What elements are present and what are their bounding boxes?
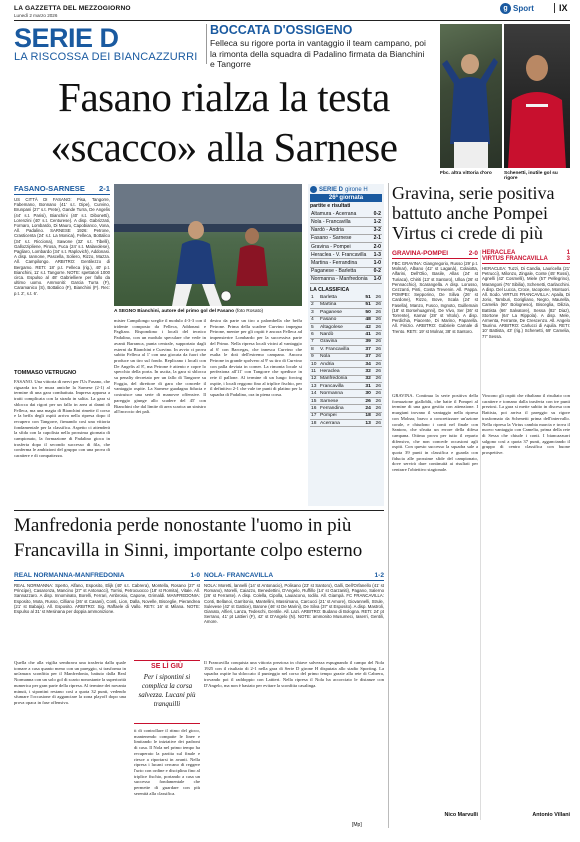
result-row xyxy=(310,251,382,259)
second-article-col3: Il Francavilla conquista una vittoria preziosa in chiave salvezza espugnando il campo del Nola 1925 con il risultato di 2-1 nella gara di Serie D girone H disputata allo stadio Sporting. La squadra ospite ha sbloccato il punteggio nel corso del primo tempo grazie alla rete di Cabrera, trovando poi il raddoppio con Lattieri. Nella ripresa il Nola ha accorciato le distanze con D'Angelo, ma non è bastato per evitare la sconfitta casalinga. xyxy=(204,660,384,688)
page-number: IX xyxy=(554,3,568,13)
standings-played: 26 xyxy=(372,412,382,419)
result-match: Martina - Ferrandina xyxy=(310,259,372,267)
result-match: Normanna - Manfredonia xyxy=(310,275,372,283)
standings-pos: 6 xyxy=(310,331,319,338)
standings-pos: 1 xyxy=(310,294,319,301)
match-box-nola xyxy=(204,572,384,651)
player-silhouette-icon xyxy=(440,24,502,168)
gravina-match-score: 2-0 xyxy=(468,250,478,257)
standings-pos: 9 xyxy=(310,353,319,360)
caption-text: A SEGNO Bianchini, autore del primo gol del Fasano xyxy=(114,309,235,314)
standings-row xyxy=(310,353,382,360)
result-match: Gravina - Pompei xyxy=(310,242,372,250)
gravina-headline-line2: battuto anche Pompei xyxy=(392,203,548,223)
result-row xyxy=(310,267,382,275)
standings-team: Francavilla xyxy=(319,383,362,390)
result-match: Nola - Francavilla xyxy=(310,218,372,226)
standings-team: Nardò xyxy=(319,331,362,338)
gravina-author: Nico Marvulli xyxy=(444,812,478,818)
standings-points: 37 xyxy=(362,353,372,360)
virtus-score: 3 xyxy=(566,256,570,262)
gravina-article: GRAVINA. Continua la serie positiva della formazione gialloblù, che batte il Pompei al termine di una gara gestita con attenzione. I murgiani trovano il vantaggio nella ripresa con Molnar, bravo a concretizzare un'azione corale, e chiudono i conti nel finale con Santoro, che sfrutta un errore della difesa campana. Ottima prova per tutto il reparto difensivo, che non concede occasioni agli ospiti. Con questo successo la squadra sale a quota 39 punti in classifica e guarda con fiducia alle prossime sfide del campionato, dove servirà dare continuità ai risultati per centrare l'obiettivo stagionale. xyxy=(392,393,478,473)
standings-team: Paganese xyxy=(319,309,362,316)
result-row xyxy=(310,218,382,226)
standings-points: 32 xyxy=(362,368,372,375)
quote-box-title: SE LÌ GIÙ xyxy=(151,663,183,670)
standings-team: Heraclea xyxy=(319,368,362,375)
league-tagline: LA RISCOSSA DEI BIANCAZZURRI xyxy=(14,51,198,63)
main-headline-line1: Fasano rialza la testa xyxy=(58,74,390,120)
standings-row xyxy=(310,368,382,375)
standings-row xyxy=(310,331,382,338)
standings-points: 37 xyxy=(362,346,372,353)
standings-team: Altagolese xyxy=(319,323,362,330)
standings-points: 31 xyxy=(362,383,372,390)
match-box-normanna xyxy=(14,572,200,651)
standings-row xyxy=(310,309,382,316)
match-box-gravina xyxy=(392,250,478,397)
match-title: FASANO-SARNESE xyxy=(14,184,85,193)
gravina-match-title: GRAVINA-POMPEI xyxy=(392,250,448,257)
standings-row xyxy=(310,412,382,419)
result-row xyxy=(310,210,382,218)
virtus-title: VIRTUS FRANCAVILLA xyxy=(482,256,548,262)
gazzetta-logo-icon: g xyxy=(500,3,511,14)
standings-played: 26 xyxy=(372,360,382,367)
trophy-icon xyxy=(310,186,317,193)
story-label: BOCCATA D'OSSIGENO xyxy=(210,23,353,37)
standings-pos: 16 xyxy=(310,405,319,412)
second-article-col2: ti di controllare il ritmo del gioco, mantenendo compatte le linee e limitando le iniziative dei padroni di casa. Il Nola nel primo tempo ha recuperato la partita sul finale e riesce a riportarsi in avanti. Nella ripresa i lucani cercano di reggere l'urto con ordine e disciplina fino al triplice fischio, portando a casa un successo fondamentale che permette di guardare con più serenità alla classifica. xyxy=(134,728,200,796)
standings-row xyxy=(310,420,382,427)
standings-team: Acerrana xyxy=(319,420,362,427)
section-logo[interactable] xyxy=(500,3,534,14)
standings-played: 26 xyxy=(372,323,382,330)
second-article-col1: Quella che alla vigilia sembrava una trasferta dalla quale tornare a casa quanto meno con un pareggio, si trasforma in un'amara sconfitta per il Manfredonia, battuto dalla Real Normanna con un solo gol di scarto nonostante la superiorità numerica per gran parte della ripresa. Al termine dei novanta minuti, i sipontini restano così a quota 32 punti, vedendo sfumare l'occasione di agganciare la zona playoff dopo una prova opaca in fase offensiva. xyxy=(14,660,126,705)
result-score: 2-1 xyxy=(373,235,381,242)
standings-heading: LA CLASSIFICA xyxy=(310,286,350,293)
standings-pos: 12 xyxy=(310,375,319,382)
story-summary: Felleca su rigore porta in vantaggio il team campano, poi la rimonta della squadra di Padalino firmata da Bianchini e Tangorre xyxy=(210,38,426,70)
standings-team: Manfredonia xyxy=(319,375,362,382)
section-label: Sport xyxy=(513,4,534,13)
standings-pos: 3 xyxy=(310,309,319,316)
issue-date: Lunedì 2 marzo 2026 xyxy=(14,13,58,18)
result-row xyxy=(310,259,382,267)
standings-points: 39 xyxy=(362,338,372,345)
standings-points: 24 xyxy=(362,405,372,412)
main-headline-line2: «scacco» alla Sarnese xyxy=(50,124,398,170)
standings-played: 26 xyxy=(372,353,382,360)
standings-played: 26 xyxy=(372,316,382,323)
standings-pos: 17 xyxy=(310,412,319,419)
article-column-2: mister Campilongo sceglie il modulo 4-3-3 con il tridente composto da Felleca, Addonasi e Pagliaro. Rispondono i locali del tecnico Padalino, con un modulo speculare che vede in avanti Barranca, punta centrale, supportato dagli esterni da Bianchini e Curvino. In avvio ci prova subito Felleca al 1' con una giocata da fuori che produce un tiro sul fondo. Replicano i locali con De Angelis al 8', ma Petrone è attento e copre lo specchio della porta. In uscita, la gara si sblocca su penalty decretato per un fallo di Tangorre su Foggia, del direttore di gara che concede il vantaggio ospite. La Sarnese guadagna fiducia e costruisce una serie di manovre offensive. Il pareggio giunge allo scadere del 45' con Bianchini che dal limite di area scarica un sinistro all'incrocio dei pali. xyxy=(114,318,206,415)
standings-table xyxy=(310,294,382,428)
standings-row xyxy=(310,323,382,330)
result-score: 1-0 xyxy=(373,276,381,283)
nola-score: 1-2 xyxy=(374,572,384,579)
standings-points: 26 xyxy=(362,397,372,404)
gravina-headline-line3: Virtus ci crede di più xyxy=(392,223,543,243)
newspaper-masthead: LA GAZZETTA DEL MEZZOGIORNO xyxy=(14,5,131,12)
standings-points: 13 xyxy=(362,420,372,427)
gravina-lineups: FBC GRAVINA: Giangregorio, Russo (29' p.t. Molnar), Albano (42' st Laganà), Colaiotta, Alfarini, Dell'Olio, Basile, Allas (24' st Turiaca), Chiriti (13' st Santoro), Ulloa (26' st Pennacchio), Scarangella. A disp. Lorusso, Cezzanti, Pinti, Costa Trevenin. All. Pappa. POMPEI: Sepporino, De Siliva (26' st Cardone), Rizzo, Bove, Scala (24' st Fasella), Manzo, Fusco, Ingnoto, Guillemain (18' st Borsehuagmni), De Vivo, Ser (36' st Torrente), Kamar (28' st Vitolo). A disp. Perdichia, Piacente, Di Marino, Paparella. All. Finizio. ARBITRO: Gabriele Carnale di Trento. RETI: 19' st Molnar, 38' st Santoro. xyxy=(392,261,478,334)
standings-points: 18 xyxy=(362,412,372,419)
standings-row xyxy=(310,301,382,308)
standings-team: Sarnese xyxy=(319,397,362,404)
quote-box-text: Per i sipontini si complica la corsa salvezza. Lucani più tranquilli xyxy=(138,673,196,708)
standings-played: 26 xyxy=(372,368,382,375)
result-match: Fasano - Sarnese xyxy=(310,234,372,242)
standings-played: 26 xyxy=(372,397,382,404)
standings-points: 48 xyxy=(362,316,372,323)
results-table xyxy=(310,210,382,284)
standings-team: V. Francavilla xyxy=(319,346,362,353)
standings-row xyxy=(310,383,382,390)
standings-row xyxy=(310,375,382,382)
result-match: Heraclea - V. Francavilla xyxy=(310,251,372,259)
photo-caption-penalty: Schenetti, inutile gol su rigore xyxy=(504,171,558,181)
standings-points: 51 xyxy=(362,301,372,308)
standings-pos: 13 xyxy=(310,383,319,390)
standings-team: Pompei xyxy=(319,412,362,419)
heraclea-title: HERACLEA xyxy=(482,250,516,256)
normanna-score: 1-0 xyxy=(190,572,200,579)
standings-team: Martina xyxy=(319,301,362,308)
caption-credit: (foto Rosato) xyxy=(234,309,264,314)
virtus-article: Vincono gli ospiti che ribaltano il risultato con carattere e tornano dalla trasferta con tre punti preziosi. La gara si mette subito in discesa con Battista, poi arriva il pareggio su rigore trasformato da Schenetti prima dell'intervallo. Nella ripresa la Virtus cambia marcia e trova il nuovo vantaggio con Camelia, prima della rete di Sessa che chiude i conti. I biancazzurri salgono così a quota 37 punti, agganciando il gruppo di centro classifica con buone prospettive. xyxy=(482,393,570,456)
standings-pos: 8 xyxy=(310,346,319,353)
normanna-lineups: REAL NORMANNA: Sperto, Alfano, Esposito, Elijk (40' s.t. Cabrera), Montella, Rosano (27' st Principe), Casaronza, Mancino (27' st Antonacci), Torrisi, Petrocuocco (18' st Romita), Vitale. All. Sannazzaro. A disp. Innominato, Borelli, Ferrari, Ambrosio, Capone, Grimaldi. MANFREDONIA: Esposito, Mota, Russo, Cilliano (26' st Casani), Conti, Lion, Dalla, Novelle, Bisceglie, Pierandrea (21' st Babaja). All. Esposito. ARBITRO: Sig. Raffaele di Vallo. RETI: 16' st Milana. NOTE: Espulso al 31' st Mesinana per doppia ammonizione. xyxy=(14,583,200,615)
standings-points: 34 xyxy=(362,360,372,367)
heraclea-score: 1 xyxy=(566,250,570,256)
standings-points: 50 xyxy=(362,309,372,316)
standings-team: Andria xyxy=(319,360,362,367)
standings-points: 51 xyxy=(362,294,372,301)
match-box-virtus xyxy=(482,250,570,398)
standings-played: 26 xyxy=(372,405,382,412)
standings-pos: 7 xyxy=(310,338,319,345)
standings-row xyxy=(310,346,382,353)
standings-row xyxy=(310,338,382,345)
serie-d-results-panel xyxy=(308,184,384,506)
match-score: 2-1 xyxy=(99,184,110,193)
standings-row xyxy=(310,405,382,412)
standings-played: 26 xyxy=(372,375,382,382)
nola-lineups: NOLA: Moretti, lannelli (14' st Antonacio), Polisano (23' st Santoro), Galli, Dell'Orfanello (41' st Romano), Morelli, Caiazzo, Benedettini, D'Angelo, Ruffillo (14' st Garzaniti), Pagano, Salerno (26' st Ferrante). A disp. Colella, Cipolla, Lauiacono, Iodilo. All. Giampà. FC FRANCAVILLA: Conti, Bellanoi, Garritonio, Mantellini, Massimano, Carcucci (21' st Amore), Giovannelli, Strule, Sulevese (42' st Gattice), Barone (46' st De Marini), De Silva (37' st Esposito). A disp. Mastroli, Gianato, Alfieri, Lanza, Tedeschi, Gentile. All. Lazi. ARBITRO: Budano di Bologna. RETI: 24' pt Serrano, 41' pt Lattieri (F), 42' st D'Angelo (N). NOTE: ammonito Musumeci, Iaserri, Gentili, Amore. xyxy=(204,583,384,625)
standings-points: 32 xyxy=(362,375,372,382)
nola-title: NOLA- FRANCAVILLA xyxy=(204,572,274,579)
standings-row xyxy=(310,316,382,323)
result-score: 1-3 xyxy=(373,251,381,258)
league-title: SERIE D xyxy=(14,23,119,53)
result-match: Paganese - Barletta xyxy=(310,267,372,275)
result-score: 3-2 xyxy=(373,227,381,234)
standings-row xyxy=(310,294,382,301)
standings-team: Barletta xyxy=(319,294,362,301)
standings-points: 42 xyxy=(362,323,372,330)
celebration-photo xyxy=(440,24,502,168)
standings-team: Fasano xyxy=(319,316,362,323)
result-match: Altamura - Acerrana xyxy=(310,210,372,218)
match-action-icon xyxy=(114,184,302,306)
match-lineups: US CITTÀ DI FASANO: Pisa, Tangorre, Fabemano, Bonnano (41' s.t. Dipe), Curvino, Brunpani (27' s.t. Prete), Gande Turra, De Angelis (44' s.t. Parisi), Bianchini (40' s.t. Dibonetti), Lorenzini (40' s.t. Centurese). A disp. Gabrizzati, Fornaro, Lombardo, Di Mauro, Capobianco, Vona, All. Padalino. SARNESE 1926: Petrone, Crasticenta (24' s.t. La Monica), Felleca, Bottalico (34' s.t. Ricciona), Sawone (32' s.t. Tibelli), Gallozzipliene, Pirosa, Fuca (24' s.t. Malavolese), Pagliaro, Lombardo (34' s.t. Raplovich), Addonasi. A disp. Iannone, Pascella, Soliero, Rizzo, Mazza. All. Campilongo. ARBITRO: Gentilezzo di Bergamo. RETI: 18' p.t. Felleca (rig.), 40' p.t. Bianchini, 11' s.t. Tangorre. NOTE: spettatori 1000 circa. Espulso al 48' Gabrielliere per fallo da ultimo uomo. Ammoniti: Garcia Turra (F), Caramanico (S), Bottalico (F), Bianchini (F). Rec: p.t. 2', s.t. 6'. xyxy=(14,197,110,296)
standings-played: 26 xyxy=(372,309,382,316)
article-column-1: FASANO. Una vittoria di nervi per l'Us Fasano, che riguarda tra le mura amiche la Sarnese (2-1) al termine di una gara combattuta. Impresa apparsa a tratti complicata con la strada in salita. La gara si sblocca dai rigori per un fallo in area ai danni di Felleca, ma una magia di Bianchini rimette il corso e la beffa degli ospiti arriva nella ripresa dopo il recupero con Tangorre, firmando così una vittoria fondamentale per la classifica. Aspetto ci attenderà la sfida con la capolista nella prossima giornata di campionato, la formazione di Padalino gioca in trasferta dopo il secondo successo di fila, che conferma le ambizioni del gruppo con una prova di carattere e di compattezza. xyxy=(14,379,110,459)
second-headline-line2: Francavilla in Sinni, importante colpo esterno xyxy=(14,540,363,561)
result-score: 2-0 xyxy=(373,243,381,250)
penalty-photo xyxy=(504,24,570,168)
standings-played: 26 xyxy=(372,294,382,301)
result-row xyxy=(310,275,382,283)
standings-team: Ferrandina xyxy=(319,405,362,412)
standings-points: 30 xyxy=(362,390,372,397)
matchday-banner: 26ª giornata xyxy=(310,194,382,202)
league-group: girone H xyxy=(345,186,368,193)
second-headline-line1: Manfredonia perde nonostante l'uomo in più xyxy=(14,515,352,536)
standings-row xyxy=(310,360,382,367)
article-column-3: destra da parte un tiro a palombella che beffa Petrone. Prima della scadere Curvino impegna Petrone, mentre per gli ospiti è ancora Felleca ad impensierire Lombardo per la successiva parte del Primo. Nella ripresa locali vicini al vantaggio al 6' con Barcegas, che innesca Curvino che esalta le doti dell'estremo campano. Ancora Petrone in grande spolvero al 9' su tiro di Curvino con palla deviata in corner. La rimonta locale si perfeziona all'11' con Tangorre che spedisce in rete il pallone. Al termine di un lungo forcing ospite, i locali reggono fino al triplice fischio, per il definitivo 2-1 che vale tre punti di platino per la squadra di Padalino, ora in piena corsa. xyxy=(210,318,302,398)
result-score: 0-2 xyxy=(373,268,381,275)
standings-pos: 4 xyxy=(310,316,319,323)
gravina-headline-line1: Gravina, serie positiva xyxy=(392,183,555,203)
standings-played: 26 xyxy=(372,420,382,427)
standings-row xyxy=(310,397,382,404)
second-article-credit: [Mp] xyxy=(352,822,362,828)
player-portrait-icon xyxy=(504,24,570,168)
author-name: TOMMASO VETRUGNO xyxy=(14,370,77,376)
league-name: SERIE D xyxy=(319,186,344,193)
standings-pos: 11 xyxy=(310,368,319,375)
virtus-author: Antonio Villani xyxy=(532,812,570,818)
standings-played: 26 xyxy=(372,338,382,345)
standings-played: 26 xyxy=(372,346,382,353)
result-row xyxy=(310,226,382,234)
result-score: 0-2 xyxy=(373,210,381,217)
standings-pos: 18 xyxy=(310,420,319,427)
result-row xyxy=(310,242,382,250)
standings-played: 26 xyxy=(372,331,382,338)
standings-points: 41 xyxy=(362,331,372,338)
quote-box xyxy=(134,660,200,724)
results-heading: partite e risultati xyxy=(310,203,351,209)
standings-played: 26 xyxy=(372,383,382,390)
normanna-title: REAL NORMANNA-MANFREDONIA xyxy=(14,572,125,579)
result-score: 1-0 xyxy=(373,259,381,266)
standings-pos: 2 xyxy=(310,301,319,308)
standings-played: 26 xyxy=(372,301,382,308)
standings-row xyxy=(310,390,382,397)
result-match: Nardò - Andria xyxy=(310,226,372,234)
standings-pos: 14 xyxy=(310,390,319,397)
standings-played: 26 xyxy=(372,390,382,397)
standings-pos: 10 xyxy=(310,360,319,367)
standings-team: Normanna xyxy=(319,390,362,397)
virtus-lineups: HERACLEA: Tuzzi, Di Candia, Lauricella (21' Petrucci), Milonzo, Zingale, Conte (45' Rossi), Agnelli (42' Cosmelli), Miele (57' Pellegrino), Marangoni (76' Sibilia), Schenetti, Garlacchini. A disp. Del Lucca, Croce, Iacopone, Montuori. All. Sodo. VIRTUS FRANCAVILLA: Apaila, Di Jorio, Tamburi, Gorigliano, Negro, Maurella, Camelia (60' Bologneso), Bisceglia, Dilizia, Battista (66' Salvatore), Sessa (82' Diaz), Stortone (64' La Rippola). A disp. Mele, Armenta, Ferrante, De Crescenzo. All. Angelo Taurino. ARBITRO: Carlucci di Aquila. RETI: 10' Battista, 43' (rig.) Schenetti, 69' Camelia, 77' Sessa. xyxy=(482,266,570,339)
main-photo-caption xyxy=(114,309,304,314)
match-box-fasano xyxy=(14,184,110,375)
standings-team: Gravina xyxy=(319,338,362,345)
result-row xyxy=(310,234,382,242)
photo-caption-celebration: Fbc. altra vittoria d'oro xyxy=(440,171,492,176)
standings-pos: 5 xyxy=(310,323,319,330)
gravina-headline xyxy=(392,183,572,243)
standings-team: Nola xyxy=(319,353,362,360)
result-score: 1-2 xyxy=(373,218,381,225)
main-match-photo xyxy=(114,184,302,306)
standings-pos: 15 xyxy=(310,397,319,404)
